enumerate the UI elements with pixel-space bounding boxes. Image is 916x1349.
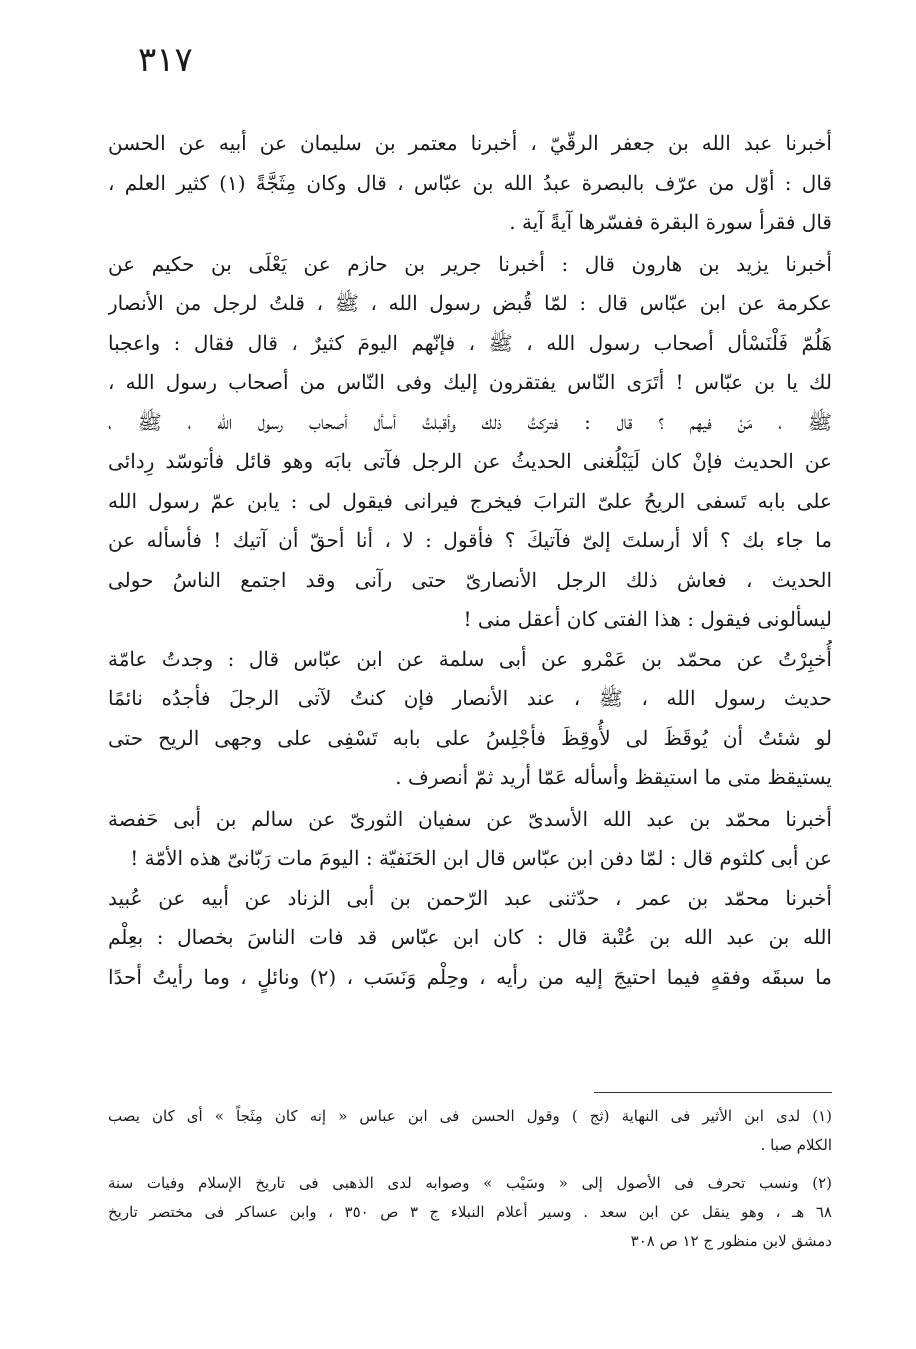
footnote-line: (١) لدى ابن الأثير فى النهاية (ثج ) وقول الحسن فى ابن عباس « إنه كان مِثَجاً » أى كان يصب [108, 1107, 832, 1125]
text-line: أخبرنا يزيد بن هارون قال : أخبرنا جرير بن حازم عن يَعْلَى بن حكيم عن [108, 251, 832, 276]
paragraph [108, 879, 832, 998]
text-line: أخبرنا محمّد بن عمر ، حدّثنى عبد الرّحمن بن أبى الزناد عن أبيه عن عُبيد [108, 885, 832, 910]
footnote-line: الكلام صبا . [760, 1136, 832, 1154]
paragraph [108, 124, 832, 243]
paragraph [108, 800, 832, 879]
text-line: الله بن عبد الله بن عُتْبة قال : كان ابن عبّاس قد فات الناسَ بخصال : بعِلْم [108, 925, 832, 949]
text-line: ليسألونى فيقول : هذا الفتى كان أعقل منى ! [463, 607, 832, 631]
text-line: أخبرنا عبد الله بن جعفر الرقّيّ ، أخبرنا معتمر بن سليمان عن أبيه عن الحسن [108, 131, 832, 155]
text-line: حديث رسول الله ، ﷺ ، عند الأنصار فإن كنتُ لآتى الرجلَ فأجدُه نائمًا [108, 686, 832, 710]
text-line: الحديث ، فعاش ذلك الرجل الأنصارىّ حتى رآنى وقد اجتمع الناسُ حولى [108, 567, 832, 592]
footnote-divider [594, 1092, 832, 1093]
footnote [108, 1102, 832, 1160]
footnotes [108, 1102, 832, 1256]
text-line: يستيقظ متى ما استيقظ وأسأله عَمّا أريد ثمّ أنصرف . [395, 765, 832, 789]
main-text [108, 124, 832, 997]
text-line: قال : أوّل من عرّف بالبصرة عبدُ الله بن عبّاس ، قال وكان مِثَجَّةً (١) كثير العلم ، [108, 170, 832, 195]
text-line: قال فقرأ سورة البقرة ففسّرها آيةً آية . [509, 210, 832, 234]
text-line: على بابه تَسفى الريحُ علىّ الترابَ فيخرج فيرانى فيقول لى : يابن عمّ رسول الله [108, 488, 832, 513]
text-line: عكرمة عن ابن عبّاس قال : لمّا قُبض رسول الله ، ﷺ ، قلتُ لرجل من الأنصار [108, 291, 832, 315]
text-line: أُخبِرْتُ عن محمّد بن عَمْرو عن أبى سلمة عن ابن عبّاس قال : وجدتُ عامّة [108, 646, 832, 671]
footnote-line: (٢) ونسب تحرف فى الأصول إلى « وسَيْب » وصوابه لدى الذهبى فى تاريخ الإسلام وفيات سنة [108, 1174, 832, 1192]
footnote-line: ٦٨ هـ ، وهو ينقل عن ابن سعد . وسير أعلام النبلاء ج ٣ ص ٣٥٠ ، وابن عساكر فى مختصر تاريخ [108, 1203, 832, 1221]
text-line: هَلُمّ فَلْنَسْأل أصحاب رسول الله ، ﷺ ، فإنّهم اليومَ كثيرٌ ، قال فقال : واعجبا [108, 330, 832, 355]
paragraph [108, 640, 832, 798]
paragraph [108, 245, 832, 640]
text-line: ﷺ ، مَنْ فيهم ؟ قال : فتركتُ ذلك وأقبلتُ أسأل أصحاب رسول الله ، ﷺ ، [108, 409, 832, 434]
text-line: لو شئتُ أن يُوقَظَ لى لأُوقِظَ فأجْلِسُ على بابه تَسْفِى على وجهى الريح حتى [108, 725, 832, 750]
footnote-line: دمشق لابن منظور ج ١٢ ص ٣٠٨ [630, 1232, 832, 1250]
text-line: عن الحديث فإنْ كان لَيَبْلُغنى الحديثُ عن الرجل فآتى بابَه وهو قائل فأتوسّد رِدائى [108, 449, 832, 473]
text-line: ما جاء بك ؟ ألا أرسلتَ إلىّ فآتيكَ ؟ فأقول : لا ، أنا أحقّ أن آتيك ! فأسأله عن [108, 528, 832, 552]
text-line: أخبرنا محمّد بن عبد الله الأسدىّ عن سفيان الثورىّ عن سالم بن أبى حَفصة [108, 806, 832, 831]
footnote [108, 1169, 832, 1256]
text-line: ما سبقَه وفقهٍ فيما احتيجَ إليه من رأيه ، وحِلْم وَنَسَب ، (٢) ونائلٍ ، وما رأيتُ أحدًا [108, 964, 832, 989]
text-line: لك يا بن عبّاس ! أتَرَى النّاس يفتقرون إليك وفى النّاس من أصحاب رسول الله ، [108, 370, 832, 394]
text-line: عن أبى كلثوم قال : لمّا دفن ابن عبّاس قال ابن الحَنَفيّة : اليومَ مات رَبّانىّ هذه الأمّة ! [130, 846, 832, 870]
page-number: ٣١٧ [138, 40, 193, 80]
